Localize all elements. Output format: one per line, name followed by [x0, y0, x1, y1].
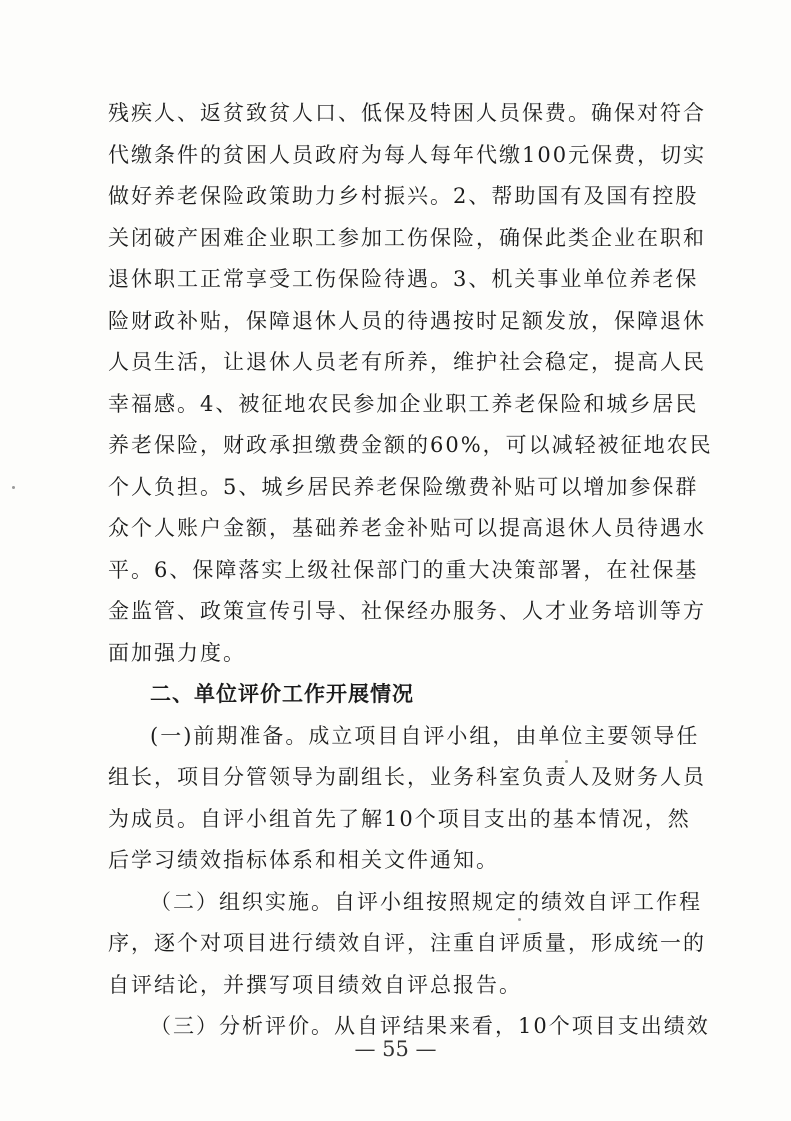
- scan-speck: [518, 918, 521, 921]
- scan-speck: [565, 760, 568, 763]
- page-number: — 55 —: [354, 1037, 437, 1061]
- document-page: 残疾人、返贫致贫人口、低保及特困人员保费。确保对符合 代缴条件的贫困人员政府为每人每年代缴100元保费，切实 做好养老保险政策助力乡村振兴。2、帮助国有及国有控股 关闭破产困难企业职工参加工伤保险，确保此类企业在职和 退休职工正常享受工伤保险待遇。3、机关事业单位养老保 险财政补贴，保障退休人员的待遇按时足额发放，保障退休 人员生活，让退休人员老有所养，维护社会稳定，提高人民 幸福感。4、被征地农民参加企业职工养老保险和城乡居民 养老保险，财政承担缴费金额的60%，可以减轻被征地农民 个人负担。5、城乡居民养老保险缴费补贴可以增加参保群 众个人账户金额，基础养老金补贴可以提高退休人员待遇水 平。6、保障落实上级社保部门的重大决策部署，在社保基 金监管、政策宣传引导、社保经办服务、人才业务培训等方 面加强力度。 二、单位评价工作开展情况 (一)前期准备。成立项目自评小组，由单位主要领导任 组长，项目分管领导为副组长，业务科室负责人及财务人员 为成员。自评小组首先了解10个项目支出的基本情况，然 后学习绩效指标体系和相关文件通知。 （二）组织实施。自评小组按照规定的绩效自评工作程 序，逐个对项目进行绩效自评，注重自评质量，形成统一的 自评结论，并撰写项目绩效自评总报告。 （三）分析评价。从自评结果来看，10个项目支出绩效 — 55 —: [0, 0, 791, 1121]
- scan-speck: [12, 486, 15, 489]
